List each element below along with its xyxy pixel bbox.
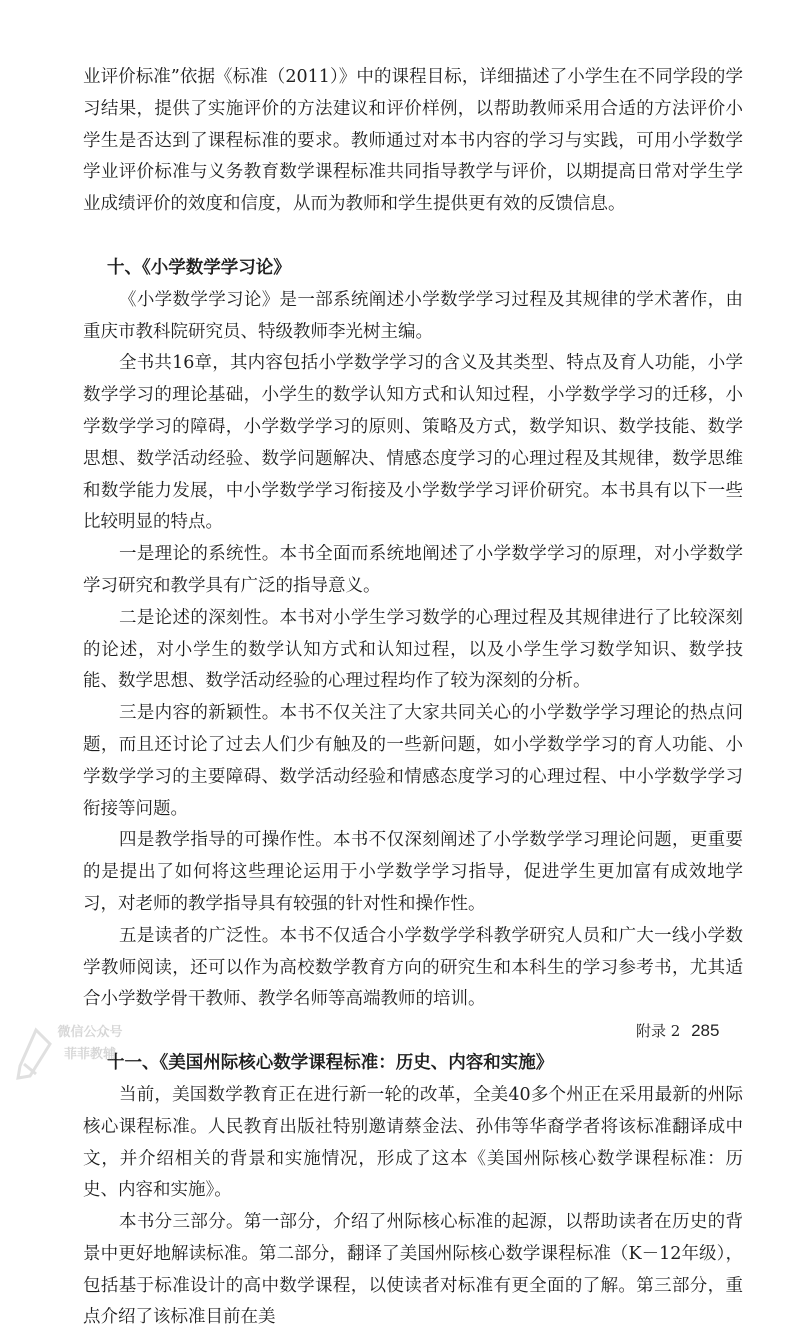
section-gap bbox=[83, 221, 743, 253]
section-10-paragraph-3: 一是理论的系统性。本书全面而系统地阐述了小学数学学习的原理，对小学数学学习研究和教学具有广泛的指导意义。 bbox=[83, 544, 743, 596]
section-10-paragraph-5: 三是内容的新颖性。本书不仅关注了大家共同关心的小学数学学习理论的热点问题，而且还讨论了过去人们少有触及的一些新问题，如小学数学学习的育人功能、小学数学学习的主要障碍、数学活动经验和情感态度学习的心理过程、中小学数学学习衔接等问题。 bbox=[83, 703, 743, 819]
page-number: 285 bbox=[691, 1021, 720, 1040]
section-11-paragraph-1: 当前，美国数学教育正在进行新一轮的改革，全美40多个州正在采用最新的州际核心课程标准。人民教育出版社特别邀请蔡金法、孙伟等华裔学者将该标准翻译成中文，并介绍相关的背景和实施情况，形成了这本《美国州际核心数学课程标准：历史、内容和实施》。 bbox=[83, 1084, 743, 1201]
continued-paragraph: 业评价标准”依据《标准（2011）》中的课程目标，详细描述了小学生在不同学段的学习结果，提供了实施评价的方法建议和评价样例，以帮助教师采用合适的方法评价小学生是否达到了课程标准的要求。教师通过对本书内容的学习与实践，可用小学数学学业评价标准与义务教育数学课程标准共同指导教学与评价，以期提高日常对学生学业成绩评价的效度和信度，从而为教师和学生提供更有效的反馈信息。 bbox=[83, 67, 743, 215]
watermark-line-1: 微信公众号 bbox=[57, 1025, 123, 1040]
section-10-heading: 十、《小学数学学习论》 bbox=[107, 257, 291, 278]
section-11-heading: 十一、《美国州际核心数学课程标准：历史、内容和实施》 bbox=[107, 1053, 554, 1074]
watermark-line-2: 菲菲教辅 bbox=[63, 1047, 116, 1062]
section-10-paragraph-7: 五是读者的广泛性。本书不仅适合小学数学学科教学研究人员和广大一线小学数学教师阅读，还可以作为高校数学教育方向的研究生和本科生的学习参考书，尤其适合小学数学骨干教师、教学名师等高端教师的培训。 bbox=[83, 925, 743, 1010]
page-body bbox=[83, 62, 743, 1334]
section-10-paragraph-6: 四是教学指导的可操作性。本书不仅深刻阐述了小学数学学习理论问题，更重要的是提出了如何将这些理论运用于小学数学学习指导，促进学生更加富有成效地学习，对老师的教学指导具有较强的针对性和操作性。 bbox=[83, 830, 743, 914]
pencil-icon bbox=[14, 1026, 58, 1082]
page-footer bbox=[636, 1020, 719, 1041]
section-10-paragraph-4: 二是论述的深刻性。本书对小学生学习数学的心理过程及其规律进行了比较深刻的论述，对小学生的数学认知方式和认知过程，以及小学生学习数学知识、数学技能、数学思想、数学活动经验的心理过程均作了较为深刻的分析。 bbox=[83, 607, 743, 692]
section-11-paragraph-2: 本书分三部分。第一部分，介绍了州际核心标准的起源，以帮助读者在历史的背景中更好地解读标准。第二部分，翻译了美国州际核心数学课程标准（K－12年级），包括基于标准设计的高中数学课程，以使读者对标准有更全面的了解。第三部分，重点介绍了该标准目前在美 bbox=[83, 1212, 743, 1328]
section-10-paragraph-2: 全书共16章，其内容包括小学数学学习的含义及其类型、特点及育人功能，小学数学学习的理论基础，小学生的数学认知方式和认知过程，小学数学学习的迁移，小学数学学习的障碍，小学数学学习的原则、策略及方式，数学知识、数学技能、数学思想、数学活动经验、数学问题解决、情感态度学习的心理过程及其规律，数学思维和数学能力发展，中小学数学学习衔接及小学数学学习评价研究。本书具有以下一些比较明显的特点。 bbox=[83, 353, 743, 533]
watermark bbox=[40, 1022, 140, 1086]
section-10-paragraph-1: 《小学数学学习论》是一部系统阐述小学数学学习过程及其规律的学术著作，由重庆市教科院研究员、特级教师李光树主编。 bbox=[83, 289, 743, 342]
footer-label: 附录 2 bbox=[636, 1022, 681, 1040]
